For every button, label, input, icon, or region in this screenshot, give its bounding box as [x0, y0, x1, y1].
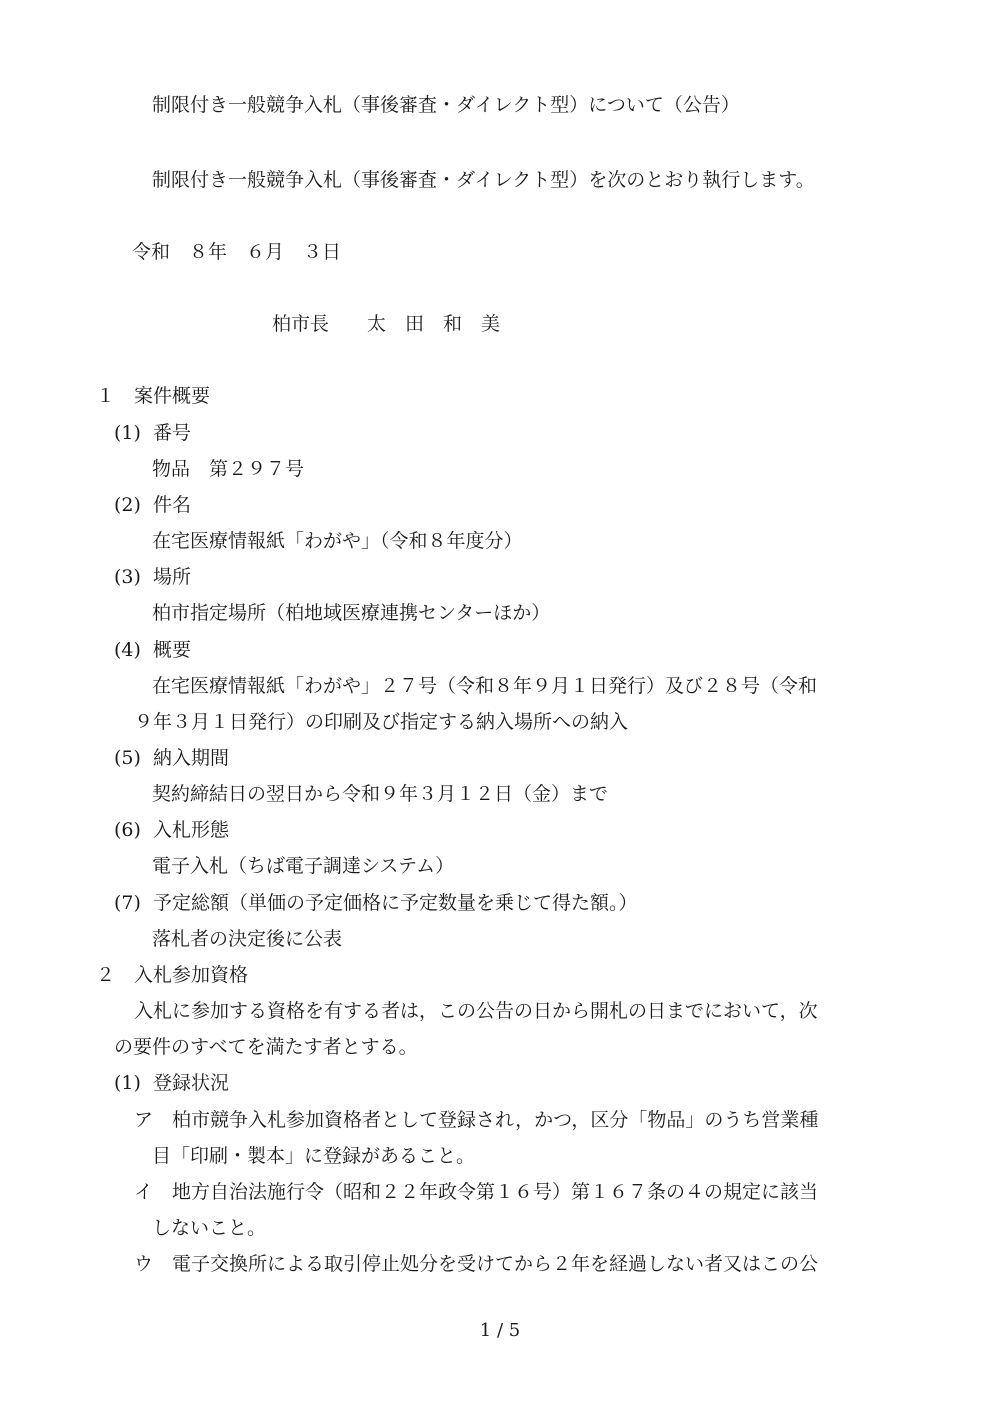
section-2-heading: ２ 入札参加資格	[96, 964, 249, 986]
requirement-u-line-1: ウ 電子交換所による取引停止処分を受けてから２年を経過しない者又はこの公	[134, 1253, 819, 1275]
item-period-label: (5) 納入期間	[114, 747, 229, 769]
signer-name: 柏市長 太 田 和 美	[272, 313, 501, 335]
requirement-a-line-1: ア 柏市競争入札参加資格者として登録され，かつ，区分「物品」のうち営業種	[134, 1109, 819, 1131]
item-total-label: (7) 予定総額（単価の予定価格に予定数量を乗じて得た額。）	[114, 892, 638, 914]
document-title: 制限付き一般競争入札（事後審査・ダイレクト型）について（公告）	[152, 94, 740, 116]
requirement-i-line-1: イ 地方自治法施行令（昭和２２年政令第１６号）第１６７条の４の規定に該当	[134, 1181, 819, 1203]
registration-label: (1) 登録状況	[114, 1072, 229, 1094]
requirement-a-line-2: 目「印刷・製本」に登録があること。	[152, 1145, 476, 1167]
page-number: 1 / 5	[479, 1320, 521, 1341]
section-2-para-line-1: 入札に参加する資格を有する者は，この公告の日から開札の日までにおいて，次	[134, 1000, 818, 1022]
intro-text: 制限付き一般競争入札（事後審査・ダイレクト型）を次のとおり執行します。	[152, 169, 815, 191]
item-summary-line-2: ９年３月１日発行）の印刷及び指定する納入場所への納入	[134, 711, 629, 733]
item-number-label: (1) 番号	[114, 422, 191, 444]
item-summary-line-1: 在宅医療情報紙「わがや」２７号（令和８年９月１日発行）及び２８号（令和	[152, 675, 818, 697]
item-number-value: 物品 第２９７号	[152, 458, 305, 480]
item-bid-type-value: 電子入札（ちば電子調達システム）	[152, 855, 455, 877]
announcement-date: 令和 ８年 ６月 ３日	[132, 241, 342, 263]
item-place-label: (3) 場所	[114, 566, 191, 588]
item-place-value: 柏市指定場所（柏地域医療連携センターほか）	[152, 602, 551, 624]
item-name-value: 在宅医療情報紙「わがや」（令和８年度分）	[152, 530, 523, 552]
section-1-heading: １ 案件概要	[96, 385, 211, 407]
requirement-i-line-2: しないこと。	[152, 1217, 267, 1239]
item-total-value: 落札者の決定後に公表	[152, 928, 343, 950]
item-summary-label: (4) 概要	[114, 639, 191, 661]
item-period-value: 契約締結日の翌日から令和９年３月１２日（金）まで	[152, 783, 609, 805]
item-bid-type-label: (6) 入札形態	[114, 819, 229, 841]
section-2-para-line-2: の要件のすべてを満たす者とする。	[114, 1036, 418, 1058]
item-name-label: (2) 件名	[114, 494, 191, 516]
